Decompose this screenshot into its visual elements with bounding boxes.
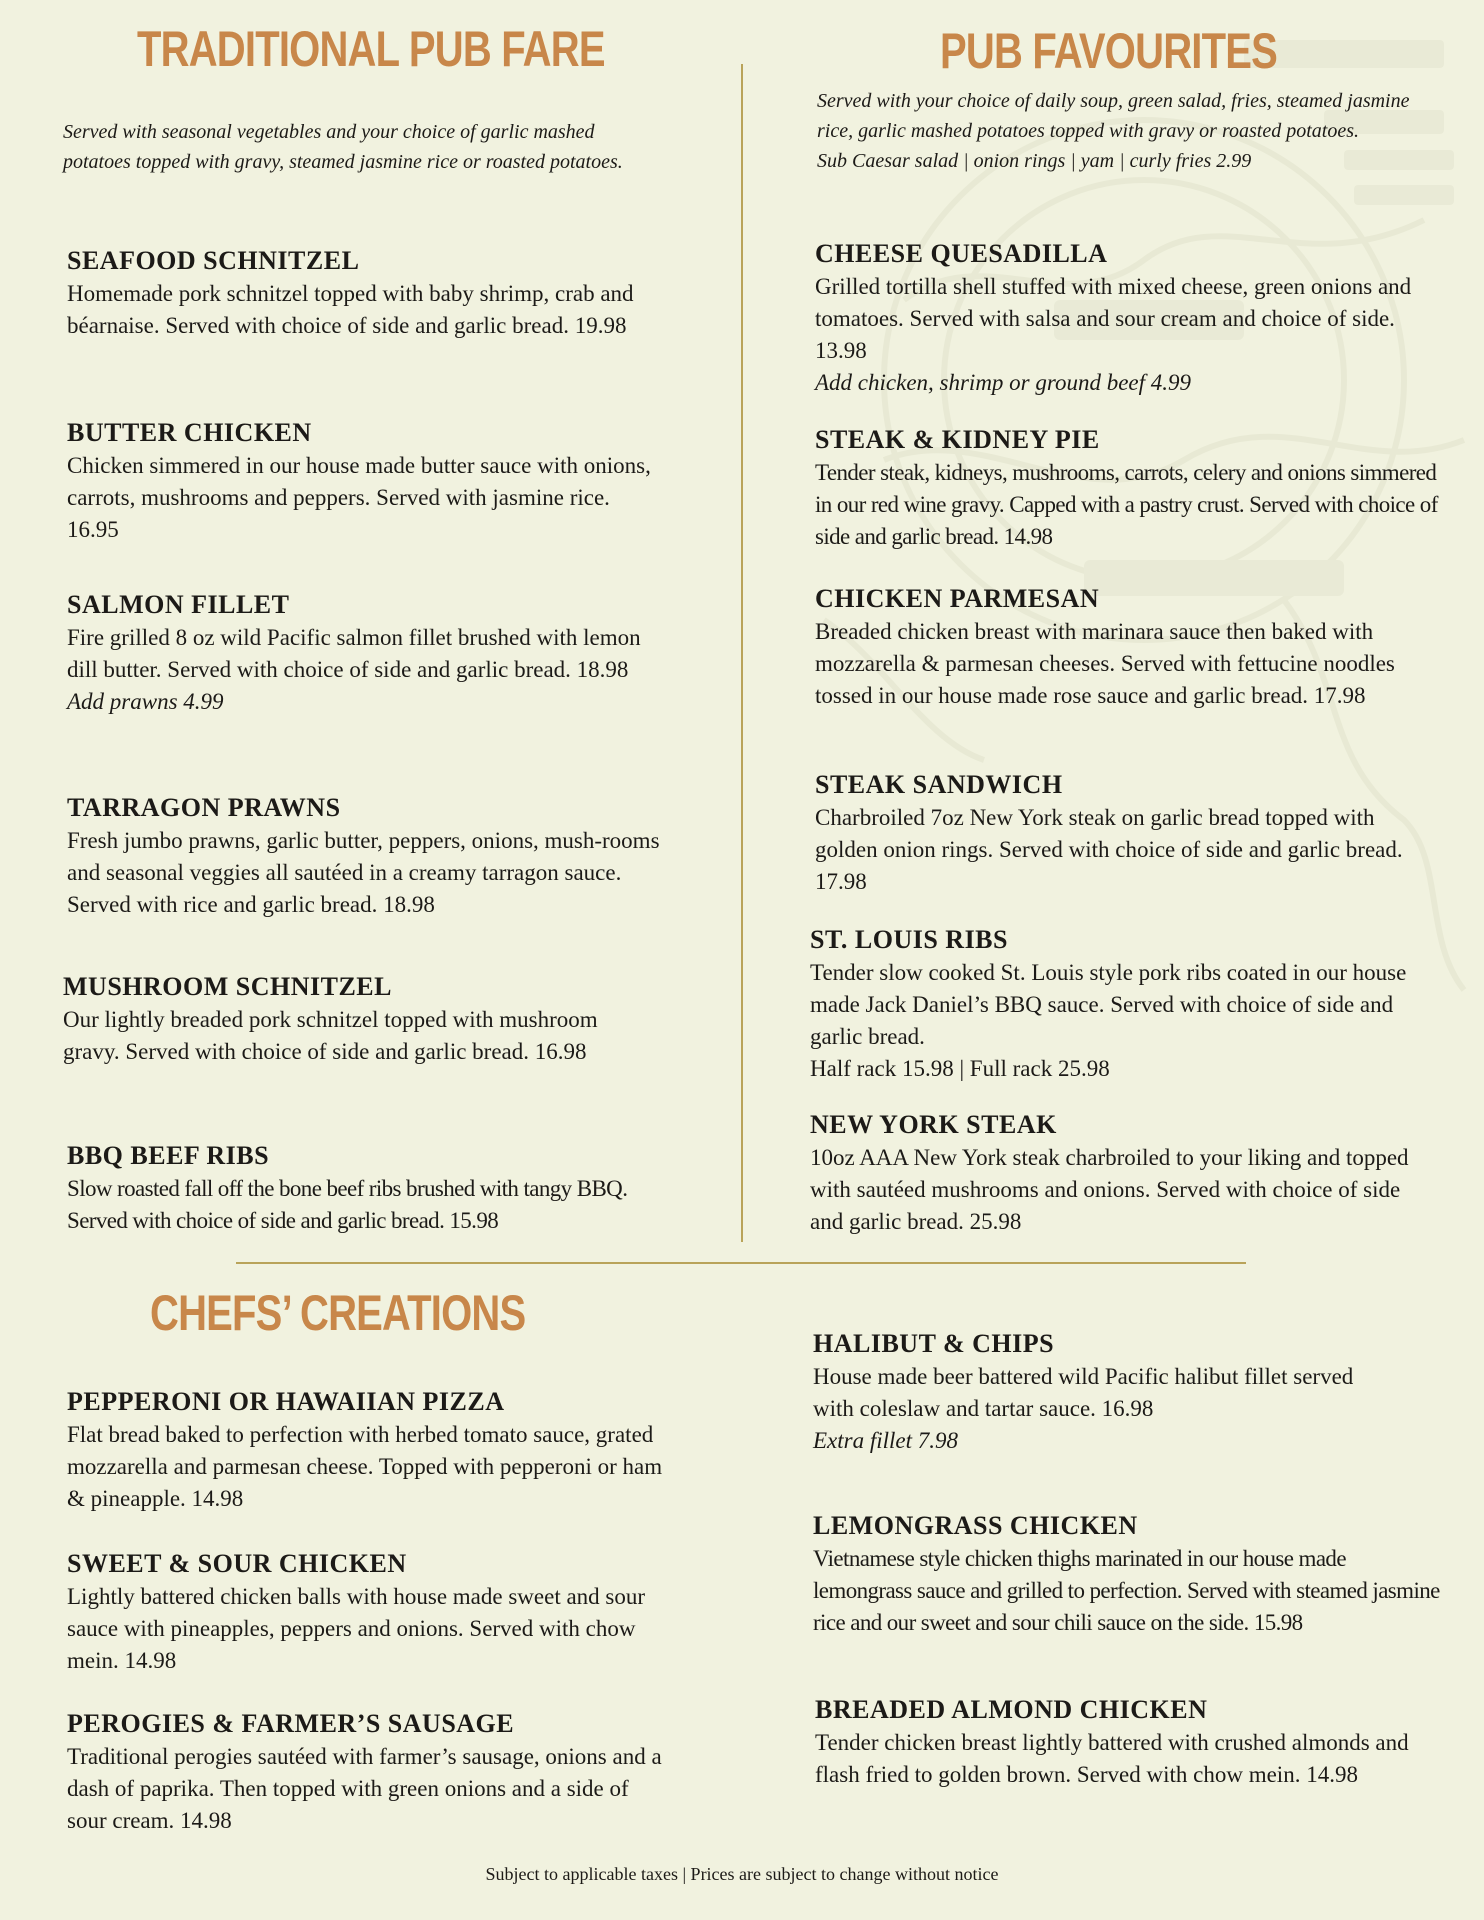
item-name: PEROGIES & FARMER’S SAUSAGE [67,1709,515,1738]
menu-item [67,1707,687,1837]
item-description: 10oz AAA New York steak charbroiled to your liking and topped with sautéed mushrooms and onions. Served with choice of side and garlic bread. 25.98 [810,1145,1409,1234]
menu-item [810,1108,1440,1238]
item-name: BBQ BEEF RIBS [67,1141,270,1170]
traditional-intro-text: Served with seasonal vegetables and your choice of garlic mashed potatoes topped with gravy, steamed jasmine rice or roasted potatoes. [63,121,623,173]
footer-note: Subject to applicable taxes | Prices are subject to change without notice [485,1864,999,1884]
item-name: LEMONGRASS CHICKEN [813,1511,1138,1540]
item-description: Charbroiled 7oz New York steak on garlic bread topped with golden onion rings. Served with choice of side and garlic bread. 17.98 [815,805,1403,894]
item-description: Breaded chicken breast with marinara sauce then baked with mozzarella & parmesan cheeses. Served with fettucine noodles tossed in our house made rose sauce and garlic bread. 17.98 [815,619,1395,708]
menu-item [67,791,687,921]
item-name: CHICKEN PARMESAN [815,584,1100,613]
item-description: Flat bread baked to perfection with herbed tomato sauce, grated mozzarella and parmesan cheese. Topped with pepperoni or ham & pineapple. 14.98 [67,1422,663,1511]
item-name: TARRAGON PRAWNS [67,793,341,822]
item-name: CHEESE QUESADILLA [815,239,1108,268]
menu-item [67,1139,687,1237]
favourites-intro [817,86,1437,176]
item-description: House made beer battered wild Pacific halibut fillet served with coleslaw and tartar sauce. 16.98 [813,1364,1354,1421]
section-divider [236,1262,1246,1264]
item-description: Tender slow cooked St. Louis style pork ribs coated in our house made Jack Daniel’s BBQ sauce. Served with choice of side and garlic bread. [810,960,1407,1049]
item-description: Tender chicken breast lightly battered with crushed almonds and flash fried to golden brown. Served with chow mein. 14.98 [815,1730,1409,1787]
item-description: Our lightly breaded pork schnitzel topped with mushroom gravy. Served with choice of side and garlic bread. 16.98 [63,1007,598,1064]
menu-item [815,582,1445,712]
menu-item [63,970,663,1068]
item-description: Chicken simmered in our house made butter sauce with onions, carrots, mushrooms and peppers. Served with jasmine rice. 16.95 [67,453,651,542]
item-name: ST. LOUIS RIBS [810,925,1008,954]
menu-item [813,1327,1443,1457]
menu-item [67,244,667,342]
menu-item [67,588,667,718]
section-title-pub-favourites: PUB FAVOURITES [940,23,1277,79]
section-title-traditional-pub-fare: TRADITIONAL PUB FARE [137,21,605,77]
item-name: SEAFOOD SCHNITZEL [67,246,360,275]
item-name: BUTTER CHICKEN [67,418,312,447]
menu-item [67,1547,687,1677]
item-name: MUSHROOM SCHNITZEL [63,972,392,1001]
item-description: Fresh jumbo prawns, garlic butter, peppers, onions, mush-rooms and seasonal veggies all sautéed in a creamy tarragon sauce. Served with rice and garlic bread. 18.98 [67,828,660,917]
menu-item [815,423,1445,553]
item-add-on: Add chicken, shrimp or ground beef 4.99 [815,370,1192,395]
item-description: Homemade pork schnitzel topped with baby shrimp, crab and béarnaise. Served with choice of side and garlic bread. 19.98 [67,281,634,338]
item-description: Traditional perogies sautéed with farmer’s sausage, onions and a dash of paprika. Then topped with green onions and a side of sour cream. 14.98 [67,1744,662,1833]
favourites-substitutions: Sub Caesar salad | onion rings | yam | curly fries 2.99 [817,150,1252,172]
item-name: STEAK & KIDNEY PIE [815,425,1100,454]
menu-item [815,237,1435,399]
item-name: BREADED ALMOND CHICKEN [815,1695,1208,1724]
item-description: Vietnamese style chicken thighs marinated in our house made lemongrass sauce and grilled to perfection. Served with steamed jasmine rice and our sweet and sour chili sauce on the side. 15.98 [813,1546,1440,1635]
item-name: NEW YORK STEAK [810,1110,1057,1139]
item-description: Tender steak, kidneys, mushrooms, carrots, celery and onions simmered in our red wine gravy. Capped with a pastry crust. Served with choice of side and garlic bread. 14.98 [815,460,1438,549]
item-name: SWEET & SOUR CHICKEN [67,1549,407,1578]
menu-item [67,1385,687,1515]
item-name: HALIBUT & CHIPS [813,1329,1055,1358]
item-add-on: Add prawns 4.99 [67,689,224,714]
item-description: Fire grilled 8 oz wild Pacific salmon fillet brushed with lemon dill butter. Served with choice of side and garlic bread. 18.98 [67,625,641,682]
item-add-on: Extra fillet 7.98 [813,1428,959,1453]
menu-item [813,1509,1443,1639]
column-divider [741,64,743,1242]
item-name: PEPPERONI OR HAWAIIAN PIZZA [67,1387,505,1416]
item-description: Slow roasted fall off the bone beef ribs brushed with tangy BBQ. Served with choice of side and garlic bread. 15.98 [67,1176,628,1233]
section-title-chefs-creations: CHEFS’ CREATIONS [150,1285,526,1341]
item-name: STEAK SANDWICH [815,770,1063,799]
traditional-intro [63,117,623,177]
favourites-intro-text: Served with your choice of daily soup, green salad, fries, steamed jasmine rice, garlic mashed potatoes topped with gravy or roasted potatoes. [817,90,1410,142]
item-description: Lightly battered chicken balls with house made sweet and sour sauce with pineapples, peppers and onions. Served with chow mein. 14.98 [67,1584,646,1673]
item-prices: Half rack 15.98 | Full rack 25.98 [810,1056,1110,1081]
item-description: Grilled tortilla shell stuffed with mixed cheese, green onions and tomatoes. Served with salsa and sour cream and choice of side. 13.98 [815,274,1412,363]
menu-item [67,416,667,546]
menu-item [815,1693,1445,1791]
menu-item [810,923,1440,1085]
item-name: SALMON FILLET [67,590,290,619]
menu-item [815,768,1445,898]
